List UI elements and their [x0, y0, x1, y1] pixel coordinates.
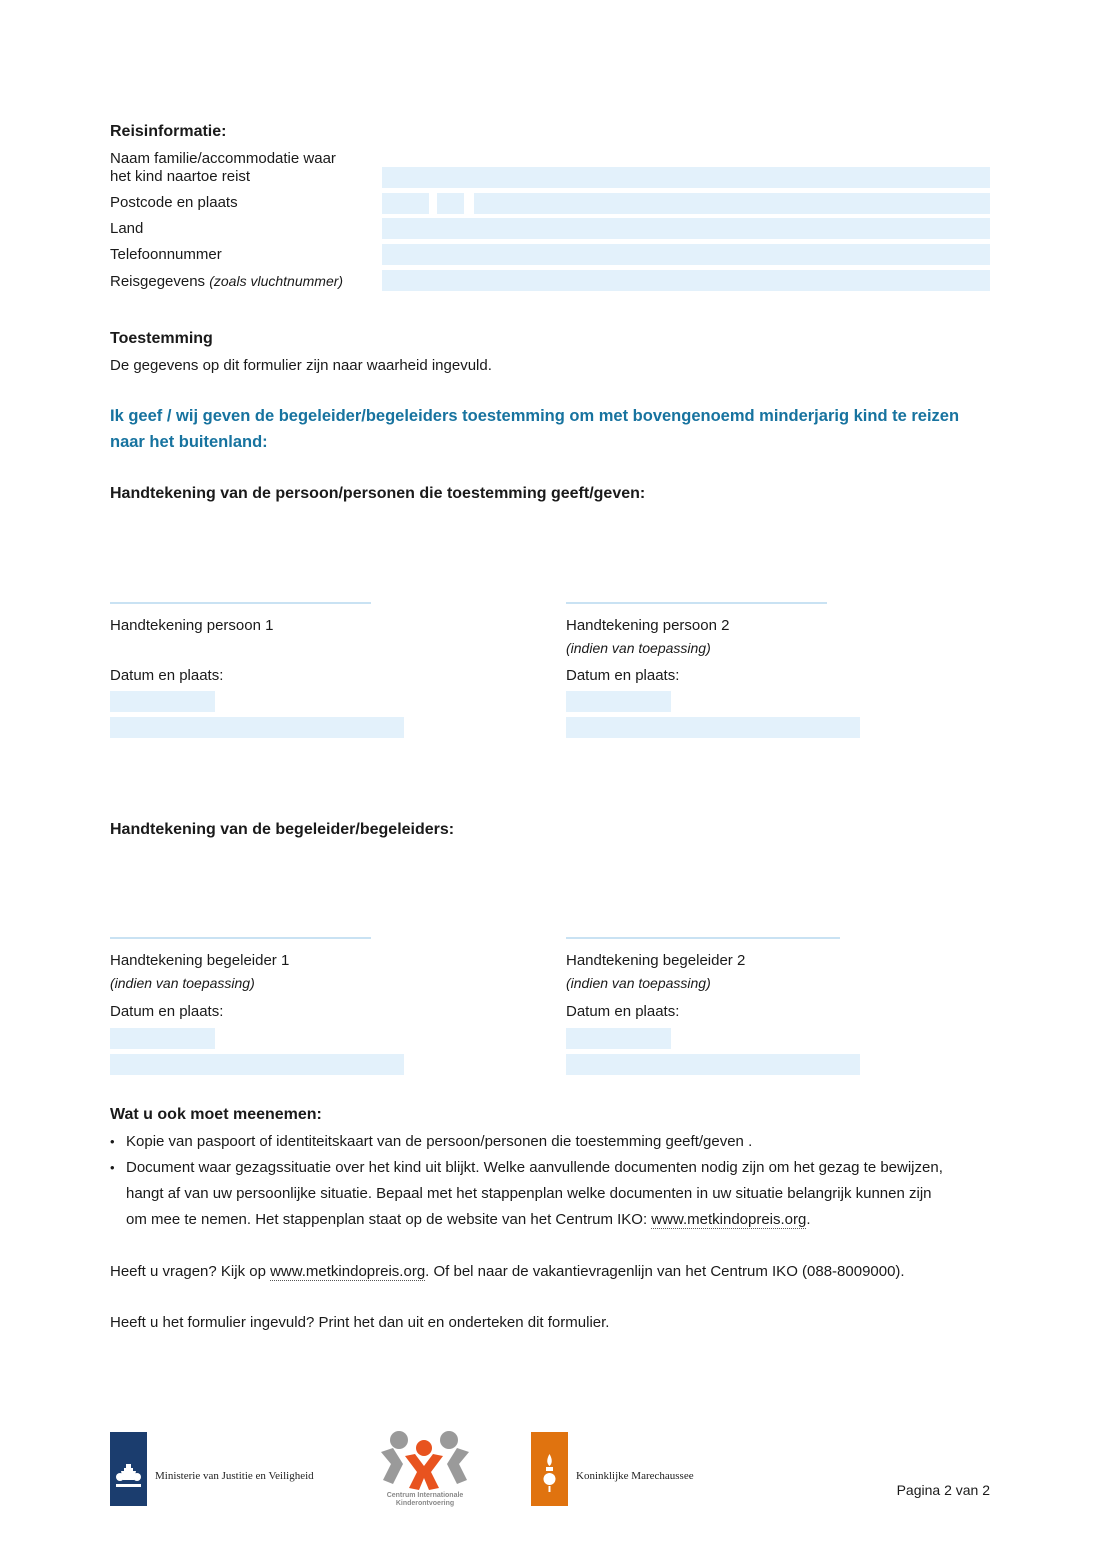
- questions-text-post: . Of bel naar de vakantievragenlijn van het Centrum IKO (088-8009000).: [425, 1263, 905, 1280]
- companion1-place-field[interactable]: [110, 1054, 404, 1075]
- travel-details-label: [110, 272, 343, 291]
- centrum-iko-name: [377, 1492, 473, 1508]
- grenade-emblem-icon: [531, 1432, 568, 1506]
- companion2-date-field[interactable]: [566, 1028, 671, 1049]
- companion2-note: (indien van toepassing): [566, 975, 711, 991]
- companion1-date-label: Datum en plaats:: [110, 1003, 224, 1020]
- companion2-date-label: Datum en plaats:: [566, 1003, 680, 1020]
- consent-statement: De gegevens op dit formulier zijn naar waarheid ingevuld.: [110, 357, 492, 374]
- travel-details-note: (zoals vluchtnummer): [209, 273, 344, 289]
- questions-text-pre: Heeft u vragen? Kijk op: [110, 1263, 271, 1280]
- postal-digits-field[interactable]: [382, 193, 429, 214]
- bring-list-wrap: [110, 1129, 990, 1233]
- person2-date-label: Datum en plaats:: [566, 667, 680, 684]
- marechaussee-logo: [531, 1432, 568, 1506]
- ministry-logo: [110, 1432, 147, 1506]
- signature-line-person2[interactable]: [566, 602, 827, 604]
- person2-place-field[interactable]: [566, 717, 860, 738]
- bring-item-2-line3: [126, 1207, 990, 1233]
- family-label-line2: het kind naartoe reist: [110, 168, 251, 185]
- bring-item-1-text: Kopie van paspoort of identiteitskaart van de persoon/personen die toestemming geeft/geven .: [126, 1133, 753, 1150]
- consent-declaration-line1: Ik geef / wij geven de begeleider/begeleiders toestemming om met bovengenoemd minderjarig kind te reizen: [110, 407, 960, 425]
- companion1-date-field[interactable]: [110, 1028, 215, 1049]
- bring-list: [110, 1129, 990, 1233]
- family-label: [110, 150, 336, 186]
- consent-declaration: [110, 403, 959, 455]
- phone-field[interactable]: [382, 244, 990, 265]
- signers-heading: Handtekening van de persoon/personen die toestemming geeft/geven:: [110, 485, 646, 502]
- centrum-iko-name-line1: Centrum Internationale: [386, 1492, 464, 1499]
- bring-item-2: [110, 1155, 990, 1233]
- travel-details-label-text: Reisgegevens: [110, 273, 206, 290]
- signature-line-person1[interactable]: [110, 602, 371, 604]
- postal-letters-field[interactable]: [437, 193, 464, 214]
- companion1-note: (indien van toepassing): [110, 975, 255, 991]
- city-field[interactable]: [474, 193, 990, 214]
- companion2-place-field[interactable]: [566, 1054, 860, 1075]
- bring-item-1: [110, 1129, 990, 1155]
- questions-line: [110, 1263, 905, 1281]
- country-field[interactable]: [382, 218, 990, 239]
- companion2-label: Handtekening begeleider 2: [566, 952, 746, 969]
- travel-details-field[interactable]: [382, 270, 990, 291]
- person1-label: Handtekening persoon 1: [110, 617, 274, 634]
- bring-item-2-period: .: [806, 1211, 811, 1228]
- metkindopreis-link[interactable]: www.metkindopreis.org: [651, 1211, 807, 1228]
- marechaussee-name: Koninklijke Marechaussee: [576, 1470, 694, 1482]
- centrum-iko-name-line2: Kinderontvoering: [395, 1500, 455, 1507]
- country-label: Land: [110, 220, 144, 237]
- person1-place-field[interactable]: [110, 717, 404, 738]
- travel-heading: Reisinformatie:: [110, 123, 227, 140]
- signature-line-companion1[interactable]: [110, 937, 371, 939]
- person1-date-field[interactable]: [110, 691, 215, 712]
- consent-declaration-line2: naar het buitenland:: [110, 433, 268, 451]
- companion1-label: Handtekening begeleider 1: [110, 952, 290, 969]
- bring-heading: Wat u ook moet meenemen:: [110, 1106, 322, 1123]
- bring-item-2-line3-text: om mee te nemen. Het stappenplan staat op de website van het Centrum IKO:: [126, 1211, 652, 1228]
- person2-label: Handtekening persoon 2: [566, 617, 730, 634]
- bring-item-2-line2: hangt af van uw persoonlijke situatie. Bepaal met het stappenplan welke documenten in uw situatie belangrijk kunnen zijn: [126, 1185, 932, 1202]
- phone-label: Telefoonnummer: [110, 246, 222, 263]
- print-note: Heeft u het formulier ingevuld? Print het dan uit en onderteken dit formulier.: [110, 1314, 610, 1331]
- consent-heading: Toestemming: [110, 330, 213, 347]
- postal-label: Postcode en plaats: [110, 194, 238, 211]
- children-figures-icon: [377, 1430, 473, 1492]
- page-number: Pagina 2 van 2: [896, 1482, 990, 1498]
- signature-line-companion2[interactable]: [566, 937, 840, 939]
- person2-date-field[interactable]: [566, 691, 671, 712]
- family-field[interactable]: [382, 167, 990, 188]
- person1-date-label: Datum en plaats:: [110, 667, 224, 684]
- companions-heading: Handtekening van de begeleider/begeleiders:: [110, 821, 455, 838]
- centrum-iko-logo: [377, 1430, 473, 1510]
- bring-item-2-line1: • Document waar gezagssituatie over het kind uit blijkt. Welke aanvullende documenten nodig zijn om het gezag te bewijzen,: [126, 1159, 943, 1176]
- ministry-crest-icon: [110, 1432, 147, 1506]
- questions-link[interactable]: www.metkindopreis.org: [270, 1263, 426, 1280]
- family-label-line1: Naam familie/accommodatie waar: [110, 150, 336, 167]
- ministry-name: Ministerie van Justitie en Veiligheid: [155, 1470, 314, 1482]
- person2-note: (indien van toepassing): [566, 640, 711, 656]
